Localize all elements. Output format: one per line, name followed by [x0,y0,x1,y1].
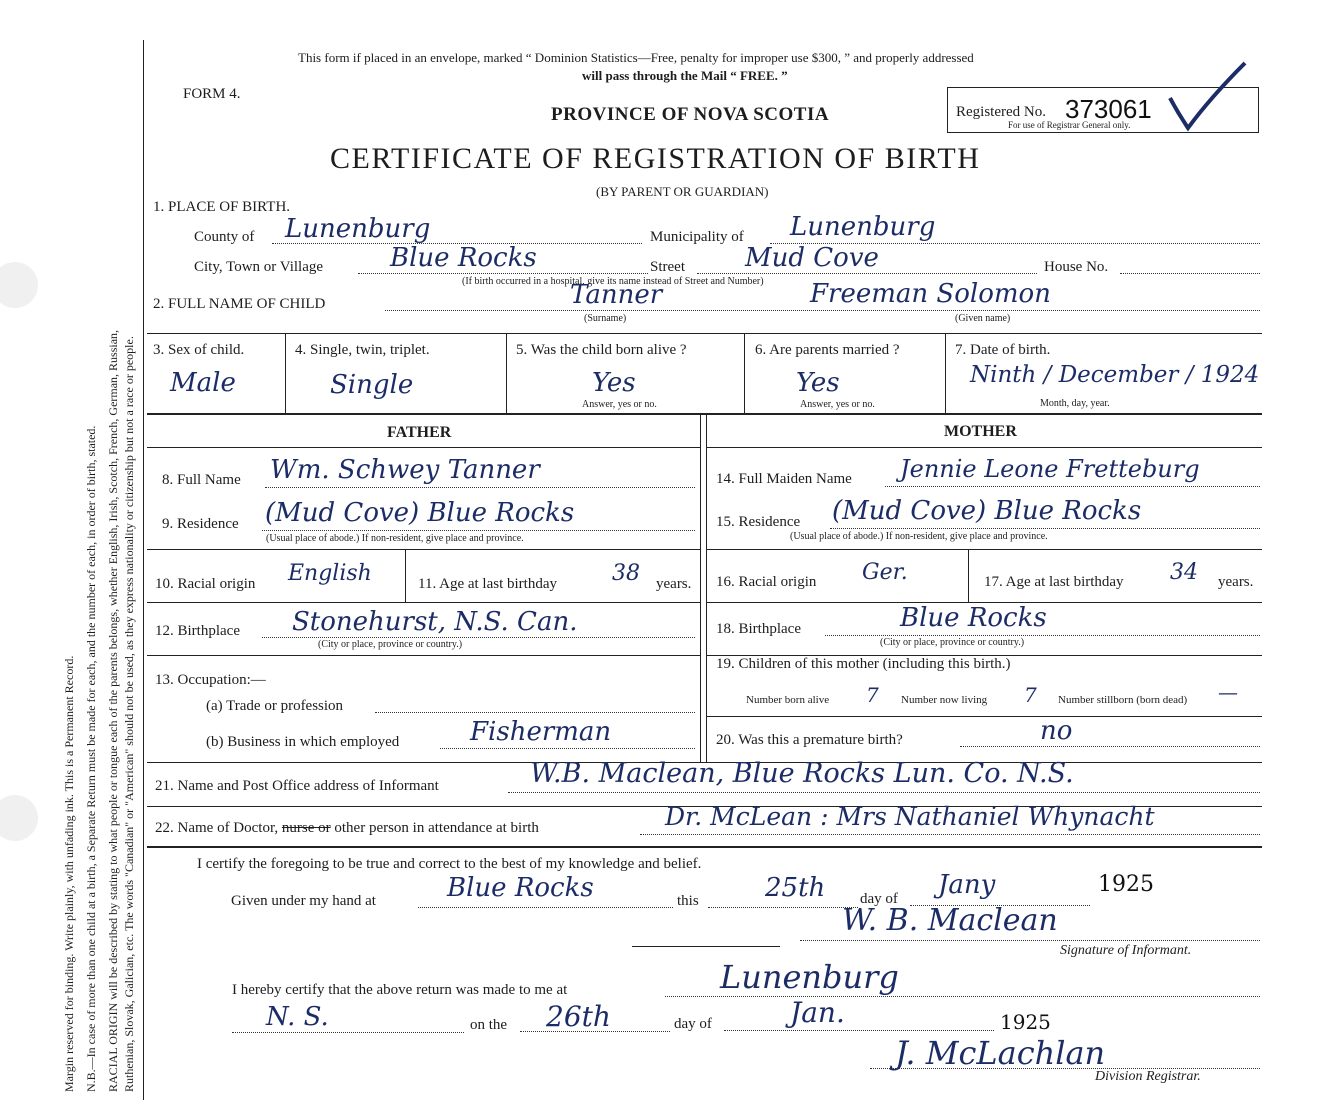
street-value: Mud Cove [745,243,879,273]
father-birthplace-value: Stonehurst, N.S. Can. [292,607,578,637]
form-number: FORM 4. [183,86,241,102]
child-given-name: Freeman Solomon [810,279,1051,309]
mother-name-value: Jennie Leone Fretteburg [900,455,1200,483]
father-racial-divider [405,549,406,602]
alive-caption: Answer, yes or no. [582,399,657,410]
parents-row-5b [706,716,1262,717]
margin-note-2: N.B.—In case of more than one child at a birth, a Separate Return must be made for each, and the number of each, in order of birth, stated. [84,425,98,1092]
registrar-month: Jan. [790,996,845,1029]
parents-row-2b [706,549,1262,550]
multiple-label: 4. Single, twin, triplet. [295,342,430,358]
father-residence-caption: (Usual place of abode.) If non-resident, give place and province. [266,533,524,544]
father-birthplace-caption: (City or place, province or country.) [318,639,463,650]
certificate-title: CERTIFICATE OF REGISTRATION OF BIRTH [330,142,981,175]
col-divider-3 [744,333,745,413]
business-line [440,748,695,749]
municipality-label: Municipality of [650,229,744,245]
children-label: 19. Children of this mother (including this birth.) [716,656,1011,672]
doctor-label [155,820,539,837]
registrar-on-the-label: on the [470,1017,508,1033]
married-label: 6. Are parents married ? [755,342,900,358]
registrar-year: 1925 [1000,1010,1051,1034]
house-line [1120,273,1260,274]
father-name-label: 8. Full Name [162,472,241,488]
premature-line [960,746,1260,747]
registrar-place: Lunenburg [720,958,899,996]
given-place-line [418,907,673,908]
row-divider-bottom [147,413,1262,415]
mail-notice-line2: will pass through the Mail “ FREE. ” [582,68,788,83]
registrar-place-line [665,996,1260,997]
parents-center-divider [700,415,701,763]
mother-birthplace-caption: (City or place, province or country.) [880,637,1025,648]
doctor-line [640,834,1260,835]
alive-label: 5. Was the child born alive ? [516,342,687,358]
registrar-signature: J. McLachlan [895,1034,1106,1072]
occupation-label: 13. Occupation:— [155,672,266,688]
street-line [697,273,1037,274]
col-divider-2 [506,333,507,413]
this-label: this [677,893,699,909]
registered-label: Registered No. [956,104,1046,120]
married-caption: Answer, yes or no. [800,399,875,410]
city-value: Blue Rocks [390,243,537,273]
informant-value: W.B. Maclean, Blue Rocks Lun. Co. N.S. [530,758,1074,789]
given-label: Given under my hand at [231,893,376,909]
cert-day: 25th [765,873,826,903]
mother-name-line [885,486,1260,487]
mother-age-value: 34 [1170,560,1198,585]
father-racial-value: English [288,561,372,586]
hospital-note: (If birth occurred in a hospital, give its name instead of Street and Number) [462,276,764,287]
doctor-value: Dr. McLean : Mrs Nathaniel Whynacht [665,802,1155,831]
business-value: Fisherman [470,717,612,747]
checkmark-icon [1160,58,1250,138]
mother-racial-divider [968,549,969,602]
child-name-label: 2. FULL NAME OF CHILD [153,296,326,312]
doctor-label-start: 22. Name of Doctor, [155,820,279,836]
informant-label: 21. Name and Post Office address of Informant [155,778,439,794]
mother-residence-value: (Mud Cove) Blue Rocks [832,496,1142,526]
mother-heading: MOTHER [944,423,1017,440]
informant-signature-line [800,940,1260,941]
province-heading: PROVINCE OF NOVA SCOTIA [551,104,830,125]
cert-day-line [708,907,858,908]
registrar-note: For use of Registrar General only. [1008,120,1131,130]
dob-label: 7. Date of birth. [955,342,1051,358]
registrar-signature-caption: Division Registrar. [1095,1069,1201,1084]
county-label: County of [194,229,255,245]
alive-value: Yes [592,368,636,398]
street-label: Street [650,259,685,275]
father-birthplace-line [262,637,695,638]
father-residence-label: 9. Residence [162,516,239,532]
mother-residence-caption: (Usual place of abode.) If non-resident, give place and province. [790,531,1048,542]
place-of-birth-heading: 1. PLACE OF BIRTH. [153,199,291,215]
mother-name-label: 14. Full Maiden Name [716,471,852,487]
given-caption: (Given name) [955,313,1011,324]
father-name-value: Wm. Schwey Tanner [270,455,540,485]
father-racial-label: 10. Racial origin [155,576,256,592]
trade-label: (a) Trade or profession [206,698,344,714]
doctor-label-struck: nurse or [281,820,331,836]
premature-label: 20. Was this a premature birth? [716,732,903,748]
father-residence-value: (Mud Cove) Blue Rocks [265,498,575,528]
dob-value: Ninth / December / 1924 [970,362,1260,388]
informant-line [508,792,1260,793]
father-heading: FATHER [387,424,452,441]
registrar-day: 26th [546,1000,611,1033]
multiple-value: Single [330,370,414,400]
cert-month: Jany [938,870,996,900]
margin-rule [143,40,144,1100]
trade-line [375,712,695,713]
parents-center-divider-2 [706,415,707,763]
mail-notice-line1: This form if placed in an envelope, marked “ Dominion Statistics—Free, penalty for improper use $300, ” and properly addressed [298,50,974,65]
parents-row-1b [706,447,1262,448]
father-age-value: 38 [612,561,640,586]
born-alive-value: 7 [866,683,879,707]
registrar-day-of-label: day of [674,1016,712,1032]
certificate-subtitle: (BY PARENT OR GUARDIAN) [596,184,769,199]
premature-value: no [1040,716,1073,746]
born-alive-label: Number born alive [746,694,830,706]
certify-statement: I certify the foregoing to be true and correct to the best of my knowledge and belief. [197,856,702,872]
dob-caption: Month, day, year. [1040,398,1110,409]
row-divider-top [147,333,1262,334]
living-value: 7 [1024,683,1037,707]
col-divider-4 [945,333,946,413]
mother-racial-value: Ger. [862,560,908,585]
city-line [358,273,648,274]
stillborn-label: Number stillborn (born dead) [1058,694,1188,706]
parents-row-1 [147,447,700,448]
living-label: Number now living [901,694,988,706]
father-years-label: years. [656,576,692,592]
stillborn-value: — [1218,680,1238,704]
given-place: Blue Rocks [447,873,594,903]
cert-year: 1925 [1098,872,1154,897]
mother-birthplace-label: 18. Birthplace [716,621,801,637]
mother-birthplace-line [825,635,1260,636]
registrar-short-rule [632,946,780,947]
child-name-line [385,310,1260,311]
registrar-statement: I hereby certify that the above return was made to me at [232,982,568,998]
father-residence-line [262,530,695,531]
house-label: House No. [1044,259,1109,275]
registrar-province-line [232,1032,464,1033]
child-surname: Tanner [570,280,663,310]
binding-hole-bottom [0,795,38,841]
informant-signature: W. B. Maclean [842,903,1058,938]
registered-number: 373061 [1065,94,1152,124]
father-birthplace-label: 12. Birthplace [155,623,240,639]
sex-label: 3. Sex of child. [153,342,245,358]
municipality-value: Lunenburg [790,212,936,242]
surname-caption: (Surname) [584,313,627,324]
mother-racial-label: 16. Racial origin [716,574,817,590]
margin-note-1: Margin reserved for binding. Write plainly, with unfading ink. This is a Permanent Record. [62,655,76,1092]
city-label: City, Town or Village [194,259,324,275]
mother-residence-label: 15. Residence [716,514,801,530]
father-name-line [265,487,695,488]
margin-note-3: RACIAL ORIGIN will be described by stating to what people or tongue each of the parents belongs, whether English, Irish, Scotch, French, German, Russian, [106,329,120,1092]
parents-row-3 [147,602,700,603]
mother-years-label: years. [1218,574,1254,590]
doctor-divider [147,846,1262,848]
parents-row-2 [147,549,700,550]
doctor-label-end: other person in attendance at birth [334,820,539,836]
father-age-label: 11. Age at last birthday [418,576,557,592]
cert-day-of-label: day of [860,891,898,907]
informant-signature-caption: Signature of Informant. [1060,943,1192,958]
registrar-province: N. S. [266,1002,329,1032]
registrar-month-line [724,1030,994,1031]
binding-hole-top [0,262,38,308]
mother-birthplace-value: Blue Rocks [900,603,1047,633]
mother-age-label: 17. Age at last birthday [984,574,1124,590]
col-divider-1 [285,333,286,413]
business-label: (b) Business in which employed [206,734,400,750]
margin-note-4: Ruthenian, Slovak, Galician, etc. The words "Canadian" or "American" should not be used, as they express nationality or citizenship but not a race or people. [122,336,136,1092]
parents-row-4 [147,655,700,656]
county-value: Lunenburg [285,214,431,244]
mother-residence-line [830,528,1260,529]
sex-value: Male [170,368,236,398]
married-value: Yes [796,368,840,398]
